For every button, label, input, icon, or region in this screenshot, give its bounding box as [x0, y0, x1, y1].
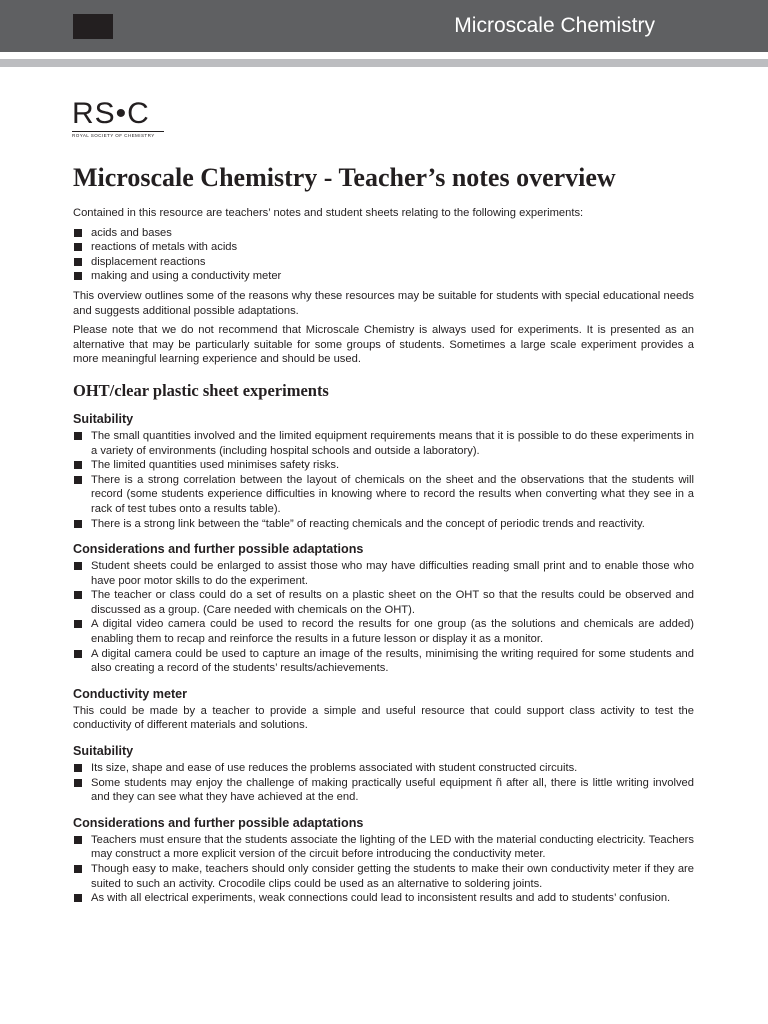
subheading-oht-suitability: Suitability [73, 411, 134, 426]
list-item: As with all electrical experiments, weak connections could lead to inconsistent results and add to students’ confusion. [73, 891, 694, 906]
page-title: Microscale Chemistry - Teacher’s notes overview [73, 163, 616, 192]
list-item: There is a strong correlation between the layout of chemicals on the sheet and the observations that the students will record (some students experience difficulties in knowing where to record the results when converting what they see in a rack of test tubes onto a results table). [73, 473, 694, 517]
logo-divider [72, 131, 164, 132]
logo-mark: RS•C [72, 97, 150, 130]
list-item: There is a strong link between the “table” of reacting chemicals and the concept of periodic trends and reactivity. [73, 517, 694, 532]
list-item: Though easy to make, teachers should only consider getting the students to make their own conductivity meter if they are suited to such an activity. Crocodile clips could be used as an alternative to soldering joints. [73, 862, 694, 891]
subheading-conductivity-meter: Conductivity meter [73, 686, 188, 701]
list-item: Its size, shape and ease of use reduces the problems associated with student constructed circuits. [73, 761, 694, 776]
list-item: displacement reactions [73, 255, 694, 270]
list-item: making and using a conductivity meter [73, 269, 694, 284]
experiment-list [73, 226, 694, 284]
header-box [73, 14, 113, 39]
list-item: A digital camera could be used to capture an image of the results, minimising the writing required for some students and also creating a record of the students’ results/achievements. [73, 647, 694, 676]
oht-suitability-list [73, 429, 694, 531]
note-paragraph: Please note that we do not recommend that Microscale Chemistry is always used for experiments. It is presented as an alternative that may be particularly suitable for some groups of students. Sometimes a large scale experiment provides a more meaningful learning experience and should be used. [73, 324, 694, 366]
subheading-oht-considerations: Considerations and further possible adaptations [73, 542, 364, 557]
meter-considerations-list [73, 833, 694, 906]
subheading-meter-suitability: Suitability [73, 744, 134, 759]
list-item: Student sheets could be enlarged to assist those who may have difficulties reading small print and to enable those who have poor motor skills to do the experiment. [73, 559, 694, 588]
list-item: A digital video camera could be used to record the results for one group (as the solutions and chemicals are added) enabling them to recap and reinforce the results in a future lesson or display it as a monitor. [73, 617, 694, 646]
intro-paragraph: Contained in this resource are teachers’ notes and student sheets relating to the following experiments: [73, 207, 584, 219]
list-item: The teacher or class could do a set of results on a plastic sheet on the OHT so that the results could be observed and discussed as a group. (Care needed with chemicals on the OHT). [73, 588, 694, 617]
list-item: The limited quantities used minimises safety risks. [73, 458, 694, 473]
list-item: reactions of metals with acids [73, 240, 694, 255]
list-item: Some students may enjoy the challenge of making practically useful equipment ñ after all, there is little writing involved and they can see what they have achieved at the end. [73, 776, 694, 805]
header-bar [0, 0, 768, 52]
meter-intro-paragraph: This could be made by a teacher to provide a simple and useful resource that could support class activity to test the conductivity of different materials and solutions. [73, 704, 694, 732]
list-item: The small quantities involved and the limited equipment requirements means that it is possible to do these experiments in a variety of environments (including hospital schools and outside a laboratory). [73, 429, 694, 458]
running-title: Microscale Chemistry [454, 14, 655, 37]
subheading-meter-considerations: Considerations and further possible adaptations [73, 815, 364, 830]
oht-considerations-list [73, 559, 694, 676]
logo-subtitle: ROYAL SOCIETY OF CHEMISTRY [72, 133, 155, 138]
header-rule [0, 59, 768, 67]
section-heading-oht: OHT/clear plastic sheet experiments [73, 380, 329, 400]
meter-suitability-list [73, 761, 694, 805]
document-body [73, 164, 694, 911]
list-item: acids and bases [73, 226, 694, 241]
overview-paragraph: This overview outlines some of the reasons why these resources may be suitable for students with special educational needs and suggests additional possible adaptations. [73, 289, 694, 317]
rsc-logo [72, 97, 172, 139]
list-item: Teachers must ensure that the students associate the lighting of the LED with the material conducting electricity. Teachers may construct a more explicit version of the circuit before introducing the conductivity meter. [73, 833, 694, 862]
